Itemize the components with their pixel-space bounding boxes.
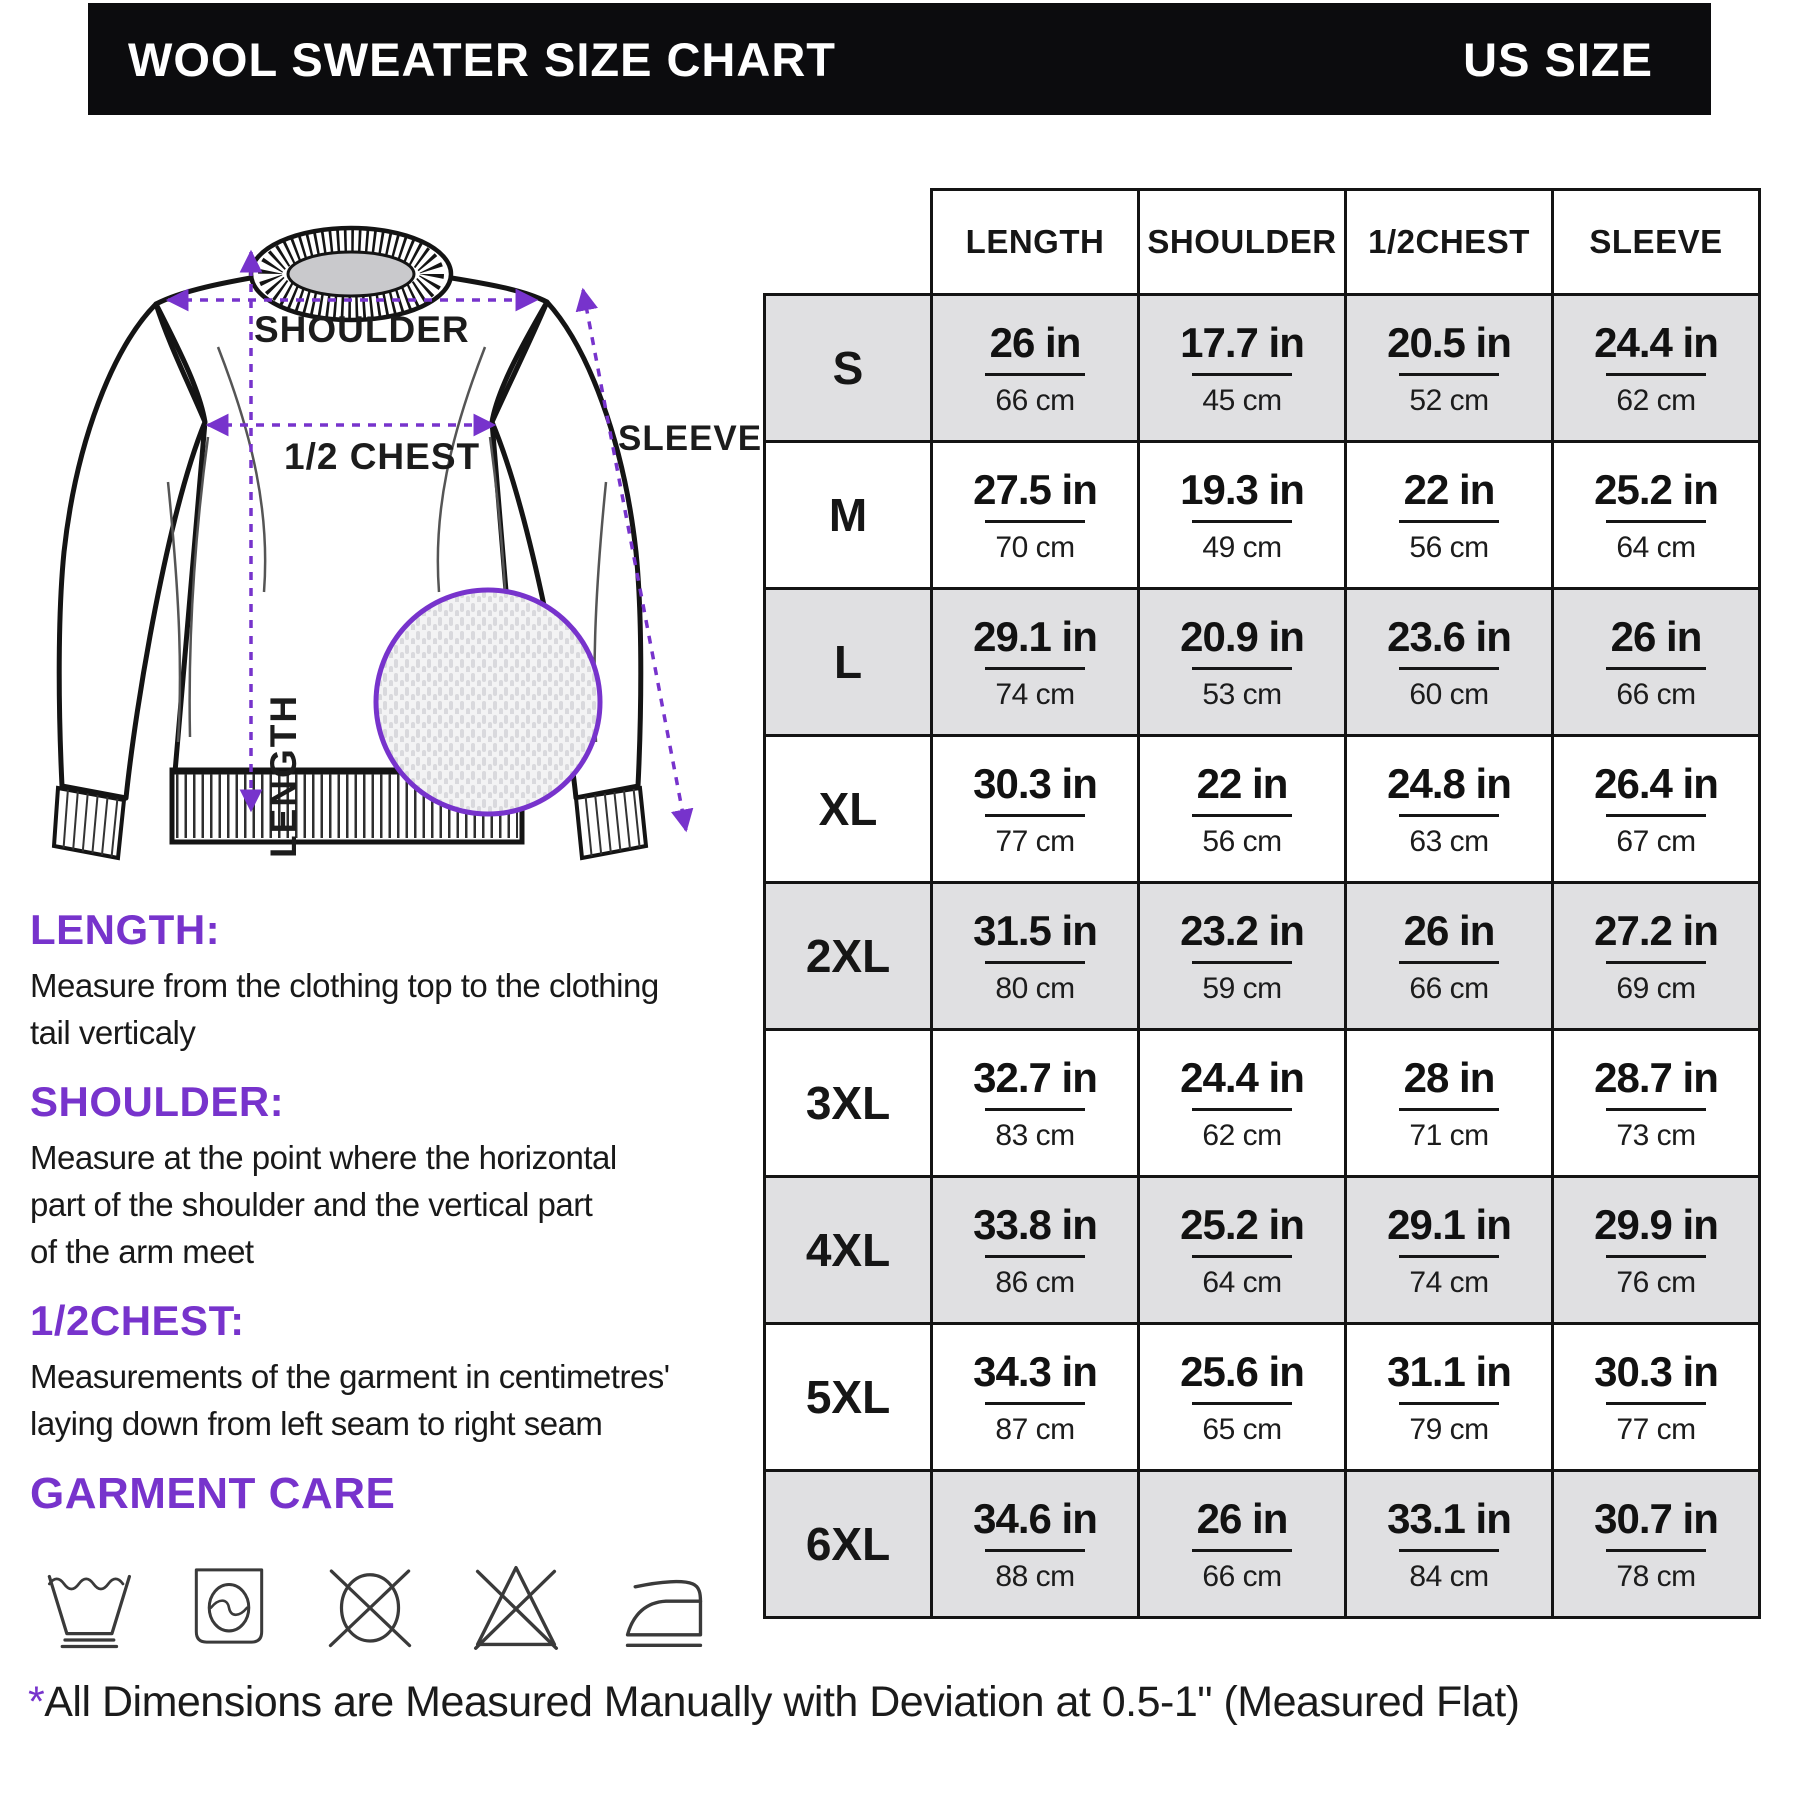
centimeters-value: 67 cm [1616, 824, 1696, 858]
fraction-rule [1606, 961, 1706, 964]
section-body-line: Measure from the clothing top to the clothing [30, 967, 659, 1004]
fraction-rule [1399, 667, 1499, 670]
size-row-4xl [765, 1177, 1760, 1324]
inches-value: 26 in [1196, 1494, 1288, 1542]
measurement-cell [1553, 295, 1760, 442]
centimeters-value: 62 cm [1202, 1118, 1282, 1152]
inches-value: 23.2 in [1180, 906, 1304, 954]
centimeters-value: 64 cm [1616, 530, 1696, 564]
centimeters-value: 63 cm [1409, 824, 1489, 858]
inches-value: 28.7 in [1594, 1053, 1718, 1101]
fraction-rule [985, 961, 1085, 964]
measurement-cell [1553, 1324, 1760, 1471]
fraction-rule [985, 1108, 1085, 1111]
inches-value: 24.8 in [1387, 759, 1511, 807]
fraction-rule [1606, 667, 1706, 670]
fraction-rule [1399, 814, 1499, 817]
fraction-rule [985, 814, 1085, 817]
section-body-line: tail verticaly [30, 1014, 196, 1051]
inches-value: 26.4 in [1594, 759, 1718, 807]
measurement-cell [1139, 295, 1346, 442]
section-body-line: Measurements of the garment in centimetres' [30, 1358, 670, 1395]
size-label: L [765, 589, 932, 736]
inches-value: 26 in [1610, 612, 1702, 660]
inches-value: 28 in [1403, 1053, 1495, 1101]
centimeters-value: 69 cm [1616, 971, 1696, 1005]
centimeters-value: 77 cm [1616, 1412, 1696, 1446]
centimeters-value: 66 cm [1202, 1559, 1282, 1593]
centimeters-value: 79 cm [1409, 1412, 1489, 1446]
measurement-cell [932, 1177, 1139, 1324]
table-header-row [765, 190, 1760, 295]
do-not-bleach-icon [468, 1558, 564, 1654]
centimeters-value: 62 cm [1616, 383, 1696, 417]
measurement-cell [1139, 1471, 1346, 1618]
measurement-cell [1139, 1324, 1346, 1471]
size-row-2xl [765, 883, 1760, 1030]
centimeters-value: 86 cm [995, 1265, 1075, 1299]
inches-value: 31.1 in [1387, 1347, 1511, 1395]
size-row-m [765, 442, 1760, 589]
size-row-3xl [765, 1030, 1760, 1177]
fraction-rule [1606, 1255, 1706, 1258]
size-row-6xl [765, 1471, 1760, 1618]
measurement-cell [1139, 442, 1346, 589]
section-body [30, 1353, 755, 1447]
column-header-shoulder: SHOULDER [1139, 190, 1346, 295]
knit-texture-magnifier [376, 590, 600, 814]
size-label: 5XL [765, 1324, 932, 1471]
centimeters-value: 77 cm [995, 824, 1075, 858]
measurement-cell [1139, 1177, 1346, 1324]
column-header-1-2chest: 1/2CHEST [1346, 190, 1553, 295]
size-label: 6XL [765, 1471, 932, 1618]
inches-value: 25.2 in [1180, 1200, 1304, 1248]
centimeters-value: 74 cm [995, 677, 1075, 711]
fraction-rule [1606, 520, 1706, 523]
measurement-cell [1346, 295, 1553, 442]
fraction-rule [1606, 1402, 1706, 1405]
footnote-asterisk: * [28, 1678, 45, 1726]
measurement-cell [1346, 1177, 1553, 1324]
fraction-rule [1399, 1549, 1499, 1552]
centimeters-value: 76 cm [1616, 1265, 1696, 1299]
centimeters-value: 66 cm [1409, 971, 1489, 1005]
inches-value: 30.7 in [1594, 1494, 1718, 1542]
size-row-l [765, 589, 1760, 736]
fraction-rule [1192, 961, 1292, 964]
measurement-cell [1553, 589, 1760, 736]
inches-value: 27.2 in [1594, 906, 1718, 954]
diagram-label-length: LENGTH [263, 693, 304, 858]
page-title: WOOL SWEATER SIZE CHART [128, 32, 836, 86]
centimeters-value: 87 cm [995, 1412, 1075, 1446]
measurement-cell [932, 442, 1139, 589]
fraction-rule [985, 1402, 1085, 1405]
measurement-cell [1346, 883, 1553, 1030]
inches-value: 29.1 in [1387, 1200, 1511, 1248]
right-cuff [576, 788, 646, 858]
section-body-line: Measure at the point where the horizontal [30, 1139, 617, 1176]
fraction-rule [1192, 373, 1292, 376]
sweater-measurement-diagram [18, 182, 766, 924]
inches-value: 32.7 in [973, 1053, 1097, 1101]
section-body-line: laying down from left seam to right seam [30, 1405, 603, 1442]
inches-value: 23.6 in [1387, 612, 1511, 660]
header-bar [88, 3, 1711, 115]
fraction-rule [1399, 1402, 1499, 1405]
size-row-xl [765, 736, 1760, 883]
fraction-rule [1606, 814, 1706, 817]
inches-value: 20.5 in [1387, 318, 1511, 366]
measurement-cell [1139, 883, 1346, 1030]
centimeters-value: 73 cm [1616, 1118, 1696, 1152]
fraction-rule [1399, 1255, 1499, 1258]
fraction-rule [1192, 667, 1292, 670]
fraction-rule [1192, 1108, 1292, 1111]
do-not-dry-clean-icon [324, 1558, 416, 1654]
section-body [30, 1134, 755, 1275]
garment-care-icons [42, 1558, 712, 1654]
section-body-line: part of the shoulder and the vertical part [30, 1186, 593, 1223]
inches-value: 22 in [1403, 465, 1495, 513]
inches-value: 25.2 in [1594, 465, 1718, 513]
inches-value: 24.4 in [1180, 1053, 1304, 1101]
iron-icon [616, 1558, 712, 1654]
centimeters-value: 88 cm [995, 1559, 1075, 1593]
measurement-cell [1346, 736, 1553, 883]
centimeters-value: 53 cm [1202, 677, 1282, 711]
inches-value: 22 in [1196, 759, 1288, 807]
section-heading-12chest: 1/2CHEST: [30, 1297, 245, 1344]
centimeters-value: 70 cm [995, 530, 1075, 564]
measurement-cell [1139, 736, 1346, 883]
centimeters-value: 59 cm [1202, 971, 1282, 1005]
size-row-5xl [765, 1324, 1760, 1471]
size-label: XL [765, 736, 932, 883]
fraction-rule [985, 1255, 1085, 1258]
measurement-cell [1553, 1471, 1760, 1618]
section-heading-length: LENGTH: [30, 906, 221, 953]
column-header-length: LENGTH [932, 190, 1139, 295]
measurement-descriptions [30, 906, 755, 1527]
size-label: 2XL [765, 883, 932, 1030]
garment-care-heading: GARMENT CARE [30, 1469, 396, 1518]
table-corner-empty [765, 190, 932, 295]
centimeters-value: 78 cm [1616, 1559, 1696, 1593]
inches-value: 29.9 in [1594, 1200, 1718, 1248]
fraction-rule [1192, 520, 1292, 523]
measurement-cell [932, 589, 1139, 736]
size-region-label: US SIZE [1463, 32, 1653, 86]
fraction-rule [1606, 1549, 1706, 1552]
inches-value: 17.7 in [1180, 318, 1304, 366]
centimeters-value: 56 cm [1202, 824, 1282, 858]
inches-value: 33.1 in [1387, 1494, 1511, 1542]
inches-value: 34.3 in [973, 1347, 1097, 1395]
centimeters-value: 80 cm [995, 971, 1075, 1005]
measurement-cell [1346, 1030, 1553, 1177]
footnote-text: All Dimensions are Measured Manually with Deviation at 0.5-1" (Measured Flat) [44, 1678, 1520, 1726]
measurement-cell [1553, 883, 1760, 1030]
fraction-rule [1399, 1108, 1499, 1111]
size-label: S [765, 295, 932, 442]
fraction-rule [1399, 373, 1499, 376]
fraction-rule [1399, 961, 1499, 964]
collar [251, 228, 451, 320]
size-chart-table [763, 188, 1761, 1619]
fraction-rule [1192, 1255, 1292, 1258]
section-heading-shoulder: SHOULDER: [30, 1078, 285, 1125]
measurement-cell [1553, 442, 1760, 589]
section-body-line: of the arm meet [30, 1233, 254, 1270]
measurement-cell [932, 1030, 1139, 1177]
fraction-rule [1192, 814, 1292, 817]
inches-value: 30.3 in [973, 759, 1097, 807]
measurement-cell [932, 736, 1139, 883]
left-cuff [54, 788, 124, 858]
measurement-cell [1346, 1471, 1553, 1618]
centimeters-value: 74 cm [1409, 1265, 1489, 1299]
inches-value: 26 in [989, 318, 1081, 366]
measurement-cell [1553, 1030, 1760, 1177]
centimeters-value: 45 cm [1202, 383, 1282, 417]
size-label: 4XL [765, 1177, 932, 1324]
centimeters-value: 64 cm [1202, 1265, 1282, 1299]
measurement-cell [932, 295, 1139, 442]
centimeters-value: 52 cm [1409, 383, 1489, 417]
fraction-rule [1606, 1108, 1706, 1111]
fraction-rule [1399, 520, 1499, 523]
fraction-rule [985, 667, 1085, 670]
size-row-s [765, 295, 1760, 442]
centimeters-value: 83 cm [995, 1118, 1075, 1152]
measurement-cell [1346, 589, 1553, 736]
measurement-cell [1553, 736, 1760, 883]
column-header-sleeve: SLEEVE [1553, 190, 1760, 295]
fraction-rule [1192, 1402, 1292, 1405]
centimeters-value: 65 cm [1202, 1412, 1282, 1446]
inches-value: 26 in [1403, 906, 1495, 954]
fraction-rule [1192, 1549, 1292, 1552]
centimeters-value: 66 cm [995, 383, 1075, 417]
inches-value: 29.1 in [973, 612, 1097, 660]
measurement-cell [1553, 1177, 1760, 1324]
measurement-cell [932, 1471, 1139, 1618]
inches-value: 19.3 in [1180, 465, 1304, 513]
fraction-rule [1606, 373, 1706, 376]
diagram-label-sleeve: SLEEVE [618, 419, 763, 458]
fraction-rule [985, 373, 1085, 376]
centimeters-value: 71 cm [1409, 1118, 1489, 1152]
machine-wash-icon [186, 1558, 272, 1654]
centimeters-value: 66 cm [1616, 677, 1696, 711]
measurement-cell [1346, 442, 1553, 589]
centimeters-value: 84 cm [1409, 1559, 1489, 1593]
inches-value: 33.8 in [973, 1200, 1097, 1248]
centimeters-value: 60 cm [1409, 677, 1489, 711]
footnote [28, 1678, 1519, 1727]
inches-value: 25.6 in [1180, 1347, 1304, 1395]
size-label: 3XL [765, 1030, 932, 1177]
inches-value: 24.4 in [1594, 318, 1718, 366]
measurement-cell [1139, 1030, 1346, 1177]
measurement-cell [932, 883, 1139, 1030]
measurement-cell [932, 1324, 1139, 1471]
wash-delicate-icon [42, 1558, 134, 1654]
measurement-cell [1346, 1324, 1553, 1471]
inches-value: 34.6 in [973, 1494, 1097, 1542]
inches-value: 31.5 in [973, 906, 1097, 954]
centimeters-value: 49 cm [1202, 530, 1282, 564]
centimeters-value: 56 cm [1409, 530, 1489, 564]
diagram-label-shoulder: SHOULDER [254, 309, 470, 350]
inches-value: 30.3 in [1594, 1347, 1718, 1395]
measurement-cell [1139, 589, 1346, 736]
fraction-rule [985, 520, 1085, 523]
fraction-rule [985, 1549, 1085, 1552]
inches-value: 27.5 in [973, 465, 1097, 513]
diagram-label-half-chest: 1/2 CHEST [284, 436, 481, 477]
section-body [30, 962, 755, 1056]
inches-value: 20.9 in [1180, 612, 1304, 660]
size-label: M [765, 442, 932, 589]
